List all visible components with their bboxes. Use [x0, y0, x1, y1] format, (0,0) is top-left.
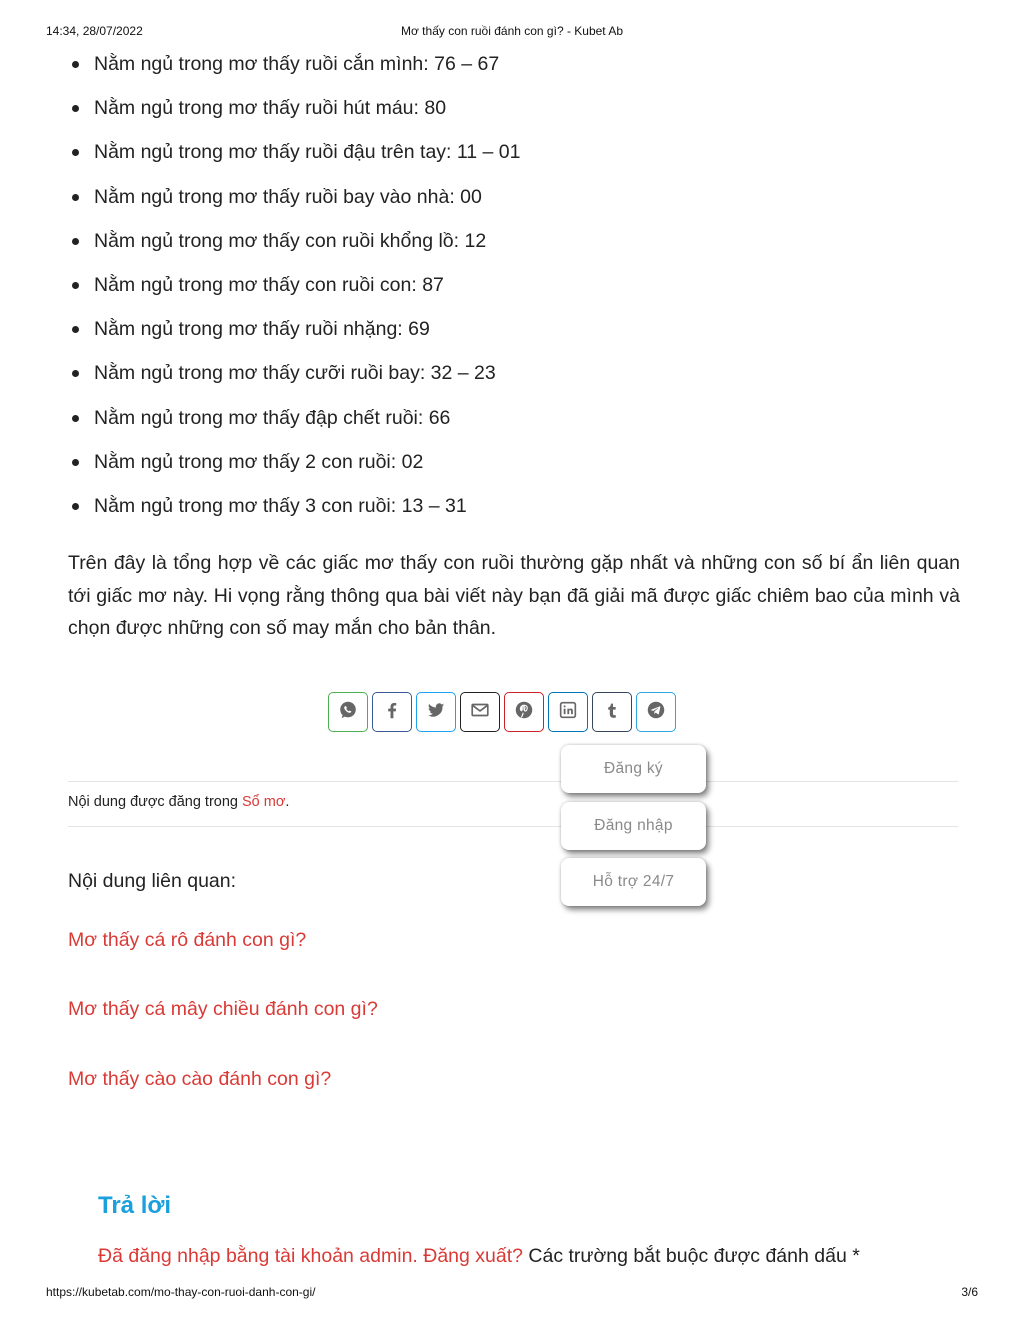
list-item: Nằm ngủ trong mơ thấy 2 con ruồi: 02 [68, 447, 948, 491]
related-title: Nội dung liên quan: [68, 870, 237, 892]
share-telegram-button[interactable] [636, 692, 676, 732]
share-linkedin-button[interactable] [548, 692, 588, 732]
list-item: Nằm ngủ trong mơ thấy đập chết ruồi: 66 [68, 403, 948, 447]
pinterest-icon [513, 699, 535, 726]
login-button[interactable]: Đăng nhập [561, 802, 706, 850]
post-category [68, 793, 289, 811]
divider-top [68, 781, 958, 782]
linkedin-icon [557, 699, 579, 726]
list-item: Nằm ngủ trong mơ thấy con ruồi con: 87 [68, 270, 948, 314]
whatsapp-icon [337, 699, 359, 726]
list-item: Nằm ngủ trong mơ thấy con ruồi khổng lồ: 12 [68, 226, 948, 270]
share-twitter-button[interactable] [416, 692, 456, 732]
related-link[interactable]: Mơ thấy cào cào đánh con gì? [68, 1068, 332, 1090]
list-item: Nằm ngủ trong mơ thấy ruồi hút máu: 80 [68, 93, 948, 137]
logged-in-link[interactable]: Đã đăng nhập bằng tài khoản admin. [98, 1245, 418, 1267]
print-datetime: 14:34, 28/07/2022 [46, 24, 143, 38]
register-button[interactable]: Đăng ký [561, 745, 706, 793]
telegram-icon [645, 699, 667, 726]
list-item: Nằm ngủ trong mơ thấy ruồi nhặng: 69 [68, 314, 948, 358]
facebook-icon [381, 699, 403, 726]
print-page-number: 3/6 [961, 1285, 978, 1299]
print-url: https://kubetab.com/mo-thay-con-ruoi-danh-con-gi/ [46, 1285, 316, 1299]
support-button[interactable]: Hỗ trợ 24/7 [561, 858, 706, 906]
share-facebook-button[interactable] [372, 692, 412, 732]
summary-paragraph: Trên đây là tổng hợp về các giấc mơ thấy con ruồi thường gặp nhất và những con số bí ẩn liên quan tới giấc mơ này. Hi vọng rằng thông qua bài viết này bạn đã giải mã được giấc chiêm bao của mình và chọn được những con số may mắn cho bản thân. [68, 552, 960, 639]
logout-link[interactable]: Đăng xuất? [423, 1245, 523, 1267]
share-pinterest-button[interactable] [504, 692, 544, 732]
related-link[interactable]: Mơ thấy cá rô đánh con gì? [68, 929, 307, 951]
twitter-icon [425, 699, 447, 726]
category-link[interactable]: Sổ mơ [242, 794, 286, 810]
list-item: Nằm ngủ trong mơ thấy ruồi bay vào nhà: 00 [68, 182, 948, 226]
tumblr-icon [601, 699, 623, 726]
list-item: Nằm ngủ trong mơ thấy cưỡi ruồi bay: 32 – 23 [68, 358, 948, 402]
share-whatsapp-button[interactable] [328, 692, 368, 732]
share-tumblr-button[interactable] [592, 692, 632, 732]
list-item: Nằm ngủ trong mơ thấy ruồi đậu trên tay: 11 – 01 [68, 137, 948, 181]
list-item: Nằm ngủ trong mơ thấy 3 con ruồi: 13 – 31 [68, 491, 948, 535]
print-page-title: Mơ thấy con ruồi đánh con gì? - Kubet Ab [400, 24, 623, 38]
list-item: Nằm ngủ trong mơ thấy ruồi cắn mình: 76 – 67 [68, 49, 948, 93]
required-fields-note: Các trường bắt buộc được đánh dấu * [528, 1245, 860, 1267]
category-suffix: . [285, 794, 290, 810]
category-prefix: Nội dung được đăng trong [68, 794, 238, 810]
reply-title: Trả lời [98, 1192, 172, 1219]
print-footer [0, 1285, 1024, 1301]
dream-number-list [68, 49, 948, 535]
email-icon [469, 699, 491, 726]
divider-bottom [68, 826, 958, 827]
share-buttons [328, 692, 680, 735]
logged-in-notice [98, 1242, 860, 1270]
print-header [0, 24, 1024, 40]
related-link[interactable]: Mơ thấy cá mây chiều đánh con gì? [68, 998, 378, 1020]
share-email-button[interactable] [460, 692, 500, 732]
